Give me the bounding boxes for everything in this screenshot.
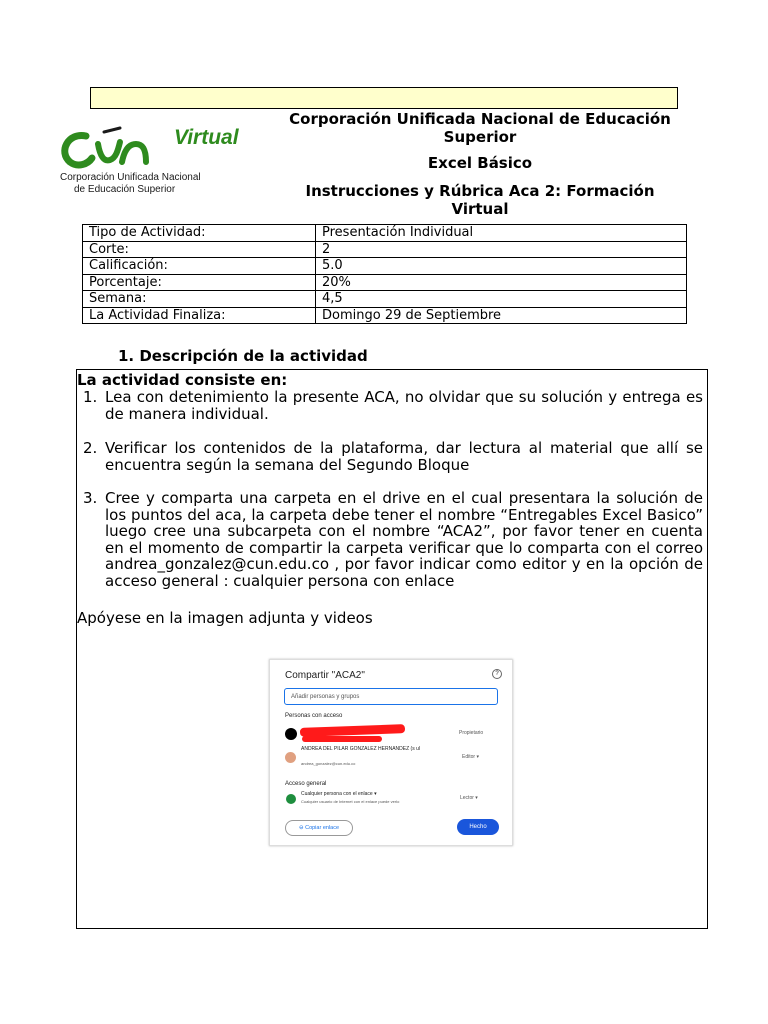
cun-logo-icon [58, 122, 248, 172]
table-row: Calificación: 5.0 [83, 258, 687, 275]
people-with-access-label: Personas con acceso [285, 713, 343, 719]
document-title: Instrucciones y Rúbrica Aca 2: Formación Virtual [305, 182, 655, 218]
general-access-desc: Cualquier usuario de Internet con el enlace puede verlo [301, 799, 400, 804]
done-button: Hecho [457, 819, 499, 835]
general-access-label: Acceso general [285, 781, 327, 787]
table-row: Semana: 4,5 [83, 291, 687, 308]
add-people-input: Añadir personas y grupos [284, 688, 498, 705]
yellow-banner [90, 87, 678, 109]
redaction-mark [302, 736, 382, 742]
list-item: 2. Verificar los contenidos de la plataforma, dar lectura al material que allí se encuentra según la semana del Segundo Bloque [83, 439, 703, 474]
viewer-role-select: Lector ▾ [460, 795, 478, 801]
table-row: Porcentaje: 20% [83, 274, 687, 291]
svg-text:Virtual: Virtual [174, 126, 239, 149]
logo-subtitle-2: de Educación Superior [74, 184, 176, 195]
person-name: ANDREA DEL PILAR GONZALEZ HERNANDEZ (s ul [301, 746, 421, 752]
course-name: Excel Básico [427, 154, 533, 172]
help-icon: ? [492, 669, 502, 679]
table-row: Corte: 2 [83, 241, 687, 258]
support-note: Apóyese en la imagen adjunta y videos [77, 609, 373, 627]
globe-icon [286, 794, 296, 804]
section-title: 1. Descripción de la actividad [118, 347, 368, 365]
owner-role: Propietario [459, 730, 484, 736]
institution-name: Corporación Unificada Nacional de Educación Superior [289, 110, 671, 146]
general-access-option: Cualquier persona con el enlace ▾ [301, 791, 377, 797]
redaction-mark [300, 724, 405, 737]
description-lead: La actividad consiste en: [77, 371, 288, 389]
dialog-title: Compartir "ACA2" [285, 670, 365, 681]
logo-subtitle-1: Corporación Unificada Nacional [60, 172, 201, 183]
person-email: andrea_gonzalez@cun.edu.co [301, 761, 356, 766]
activity-info-table [82, 224, 687, 324]
table-row: La Actividad Finaliza: Domingo 29 de Septiembre [83, 307, 687, 324]
list-item: 1. Lea con detenimiento la presente ACA, no olvidar que su solución y entrega es de manera individual. [83, 388, 703, 423]
owner-avatar [285, 728, 297, 740]
copy-link-button: ⊖ Copiar enlace [285, 820, 353, 836]
cun-virtual-logo [58, 122, 258, 202]
avatar [285, 752, 296, 763]
share-dialog-screenshot [269, 659, 513, 846]
editor-role-select: Editor ▾ [462, 754, 479, 760]
table-row: Tipo de Actividad: Presentación Individual [83, 225, 687, 242]
list-item: 3. Cree y comparta una carpeta en el drive en el cual presentara la solución de los puntos del aca, la carpeta debe tener el nombre “Entregables Excel Basico” luego cree una subcarpeta con el nombre “ACA2”, por favor tener en cuenta en el momento de compartir la carpeta verificar que lo comparta con el correo andrea_gonzalez@cun.edu.co , por favor indicar como editor y en la opción de acceso general : cualquier persona con enlace [83, 489, 703, 590]
